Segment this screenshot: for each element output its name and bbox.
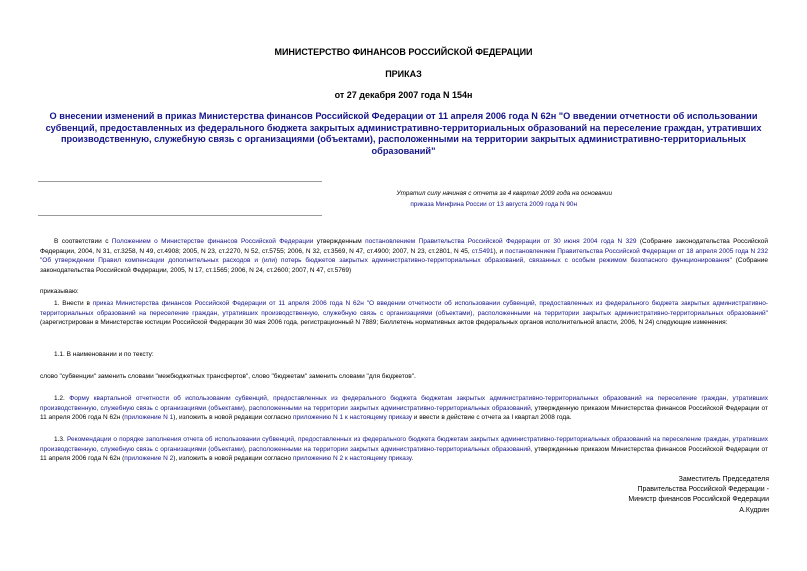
item-1-text: (зарегистрирован в Министерстве юстиции Российской Федерации 30 мая 2006 года, регистрационный N 7889; Бюллетень нормативных актов федеральных органов исполнительной власти, 2006, N 24) следующие изменения: [40,319,728,327]
recommendations-link[interactable]: Рекомендации о порядке заполнения отчета об использовании субвенций, предоставленных из федерального бюджета бюджетам закрытых административно-территориальных образований на переселение граждан, утративших производственную, служебную связь с организациями (объектами), расположенными на территории закрытых административно-территориальных образований, [40,436,768,453]
order-word: приказываю: [40,288,79,295]
new-appendix-1-link[interactable]: приложению N 1 к настоящему приказу [292,414,412,422]
decree-232-link[interactable]: постановлением Правительства Российской Федерации от 18 апреля 2005 года N 232 "Об утверждении Правил компенсации дополнительных расходов и (или) потерь бюджетов закрытых административно-территориальных образований, связанных с особым режимом безопасного функционирования" [40,247,769,265]
item-1-1-text: 1.1. В наименовании и по тексту: [54,351,154,358]
preamble-text: (Собрание законодательства Российской Федерации, 2004, N 31, ст.3258, N 49, ст.4908; 2005, N 23, ст.2270, N 52, ст.5755; 2006, N 32, ст.3569, N 47, ст.4900; 2007, N 23, ст.2801, N 45, [40,238,769,255]
item-1-1-paragraph [40,350,768,360]
signature-line-1: Заместитель Председателя [678,476,769,483]
item-1-text: 1. Внести в [54,300,93,307]
signature-name: А.Кудрин [739,506,769,514]
item-1-2-paragraph [40,394,768,423]
item-1-2-text: и ввести в действие с отчета за I квартал 2008 года. [411,414,572,422]
regulation-link[interactable]: Положением о Министерстве финансов Российской Федерации [111,238,314,245]
item-1-2-text: ), изложить в новой редакции согласно [173,414,293,422]
preamble-paragraph [40,237,768,275]
signature-line-3: Министр финансов Российской Федерации [628,496,769,504]
signature-block [628,475,769,516]
bottom-divider [38,215,322,216]
lost-force-link[interactable]: приказа Минфина России от 13 августа 2009 года N 90н [410,201,577,208]
decree-329-link[interactable]: постановлением Правительства Российской Федерации от 30 июня 2004 года N 329 [365,238,637,245]
form-link[interactable]: Форму квартальной отчетности об использовании субвенций, предоставленных из федерального бюджета бюджетам закрытых административно-территориальных образований на переселение граждан, утративших производственную, служебную связь с организациями (объектами), расположенными на территории закрытых административно-территориальных образований, [40,395,768,412]
item-1-2-number: 1.2. [54,395,70,402]
item-1-3-text: ), изложить в новой редакции согласно [173,455,293,463]
appendix-1-link[interactable]: приложение N 1 [124,414,174,422]
item-1-3-text: утвержденные приказом Министерства финансов Российской Федерации от 11 апреля 2006 года N 62н ( [40,445,768,463]
item-1-paragraph [40,299,768,328]
top-divider [38,181,322,182]
item-1-3-text: . [411,455,414,463]
new-appendix-2-link[interactable]: приложению N 2 к настоящему приказу [292,455,412,463]
order-62n-link[interactable]: приказ Министерства финансов Российской Федерации от 11 апреля 2006 года N 62н "О введении отчетности об использовании субвенций, предоставленных из федерального бюджета закрытых административно-территориальных образований на переселение граждан, утративших производственную, служебную связь с организациями (объектами), расположенными на территории закрытых административно-территориальных образований" [40,300,768,317]
preamble-text: утвержденным [313,238,366,245]
document-title: О внесении изменений в приказ Министерства финансов Российской Федерации от 11 апреля 2006 года N 62н "О введении отчетности об использовании субвенций, предоставленных из федерального бюджета закрытых административно-территориальных образований на переселение граждан, утративших производственную, служебную связь с организациями (объектами), расположенными на территории закрытых административно-территориальных образований" [45,111,762,156]
ministry-heading: МИНИСТЕРСТВО ФИНАНСОВ РОССИЙСКОЙ ФЕДЕРАЦИИ [274,47,533,57]
doc-type-heading: ПРИКАЗ [385,69,422,79]
preamble-text: ), и [493,247,506,255]
lost-force-note: Утратил силу начиная с отчета за 4 квартал 2009 года на основании [396,190,612,197]
appendix-2-link[interactable]: приложение N 2 [124,455,174,463]
signature-line-2: Правительства Российской Федерации - [637,486,769,494]
item-1-1-body: слово "субвенции" заменить словами "межбюджетных трансфертов", слово "бюджетам" заменить словами "для бюджетов". [40,373,416,380]
date-number-heading: от 27 декабря 2007 года N 154н [334,90,473,100]
preamble-text: В соответствии с [54,238,112,245]
preamble-text: (Собрание законодательства Российской Федерации, 2005, N 17, ст.1565; 2006, N 24, ст.2600; 2007, N 47, ст.5769) [40,257,768,274]
item-1-2-text: утвержденную приказом Министерства финансов Российской Федерации от 11 апреля 2006 года N 62н ( [40,404,768,422]
article-5491-link[interactable]: ст.5491 [471,247,494,255]
item-1-3-number: 1.3. [54,436,67,443]
item-1-3-paragraph [40,435,768,464]
